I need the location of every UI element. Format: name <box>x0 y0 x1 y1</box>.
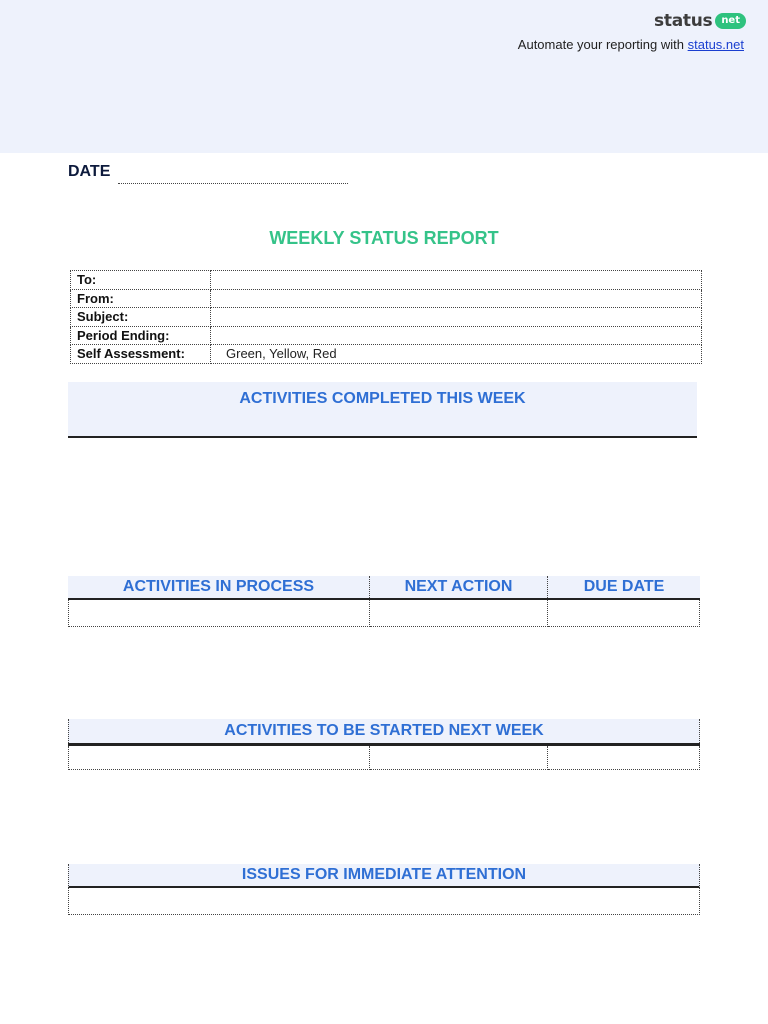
in-process-header <box>68 576 700 600</box>
next-action-cell[interactable] <box>370 746 548 770</box>
col-activities-in-process: ACTIVITIES IN PROCESS <box>68 576 370 598</box>
table-row <box>71 326 702 345</box>
col-next-action: NEXT ACTION <box>370 576 548 598</box>
field-label: To: <box>71 271 211 290</box>
due-date-cell[interactable] <box>548 746 700 770</box>
table-row <box>68 888 700 915</box>
issue-cell[interactable] <box>68 888 700 915</box>
report-title: WEEKLY STATUS REPORT <box>269 228 499 248</box>
activity-cell[interactable] <box>68 600 370 627</box>
header-band <box>0 0 768 153</box>
next-week-table <box>68 719 700 770</box>
field-label: Self Assessment: <box>71 345 211 364</box>
from-field[interactable] <box>211 289 702 308</box>
completed-section-title: ACTIVITIES COMPLETED THIS WEEK <box>239 390 526 407</box>
date-field[interactable] <box>118 183 348 184</box>
logo-word: status <box>654 11 713 31</box>
table-row <box>68 746 700 770</box>
info-table <box>70 270 702 364</box>
field-label: Period Ending: <box>71 326 211 345</box>
col-due-date: DUE DATE <box>583 578 665 595</box>
subject-field[interactable] <box>211 308 702 327</box>
table-row <box>71 271 702 290</box>
table-row <box>71 345 702 364</box>
issues-title: ISSUES FOR IMMEDIATE ATTENTION <box>241 866 527 883</box>
field-label: From: <box>71 289 211 308</box>
in-process-table <box>68 576 700 627</box>
next-week-header <box>68 719 700 743</box>
tagline <box>518 37 744 52</box>
logo-pill: net <box>715 13 746 29</box>
table-row <box>71 289 702 308</box>
issues-header <box>68 864 700 888</box>
next-week-title: ACTIVITIES TO BE STARTED NEXT WEEK <box>224 722 544 739</box>
table-row <box>71 308 702 327</box>
due-date-cell[interactable] <box>548 600 700 627</box>
issues-table <box>68 864 700 915</box>
date-label: DATE <box>68 163 111 180</box>
status-net-logo[interactable] <box>654 11 746 31</box>
period-ending-field[interactable] <box>211 326 702 345</box>
activity-cell[interactable] <box>68 746 370 770</box>
table-row <box>68 600 700 627</box>
to-field[interactable] <box>211 271 702 290</box>
tagline-text: Automate your reporting with <box>517 37 684 52</box>
status-net-link[interactable]: status.net <box>687 37 744 52</box>
self-assessment-field[interactable]: Green, Yellow, Red <box>211 345 702 364</box>
next-action-cell[interactable] <box>370 600 548 627</box>
field-label: Subject: <box>71 308 211 327</box>
completed-section[interactable] <box>68 382 697 438</box>
